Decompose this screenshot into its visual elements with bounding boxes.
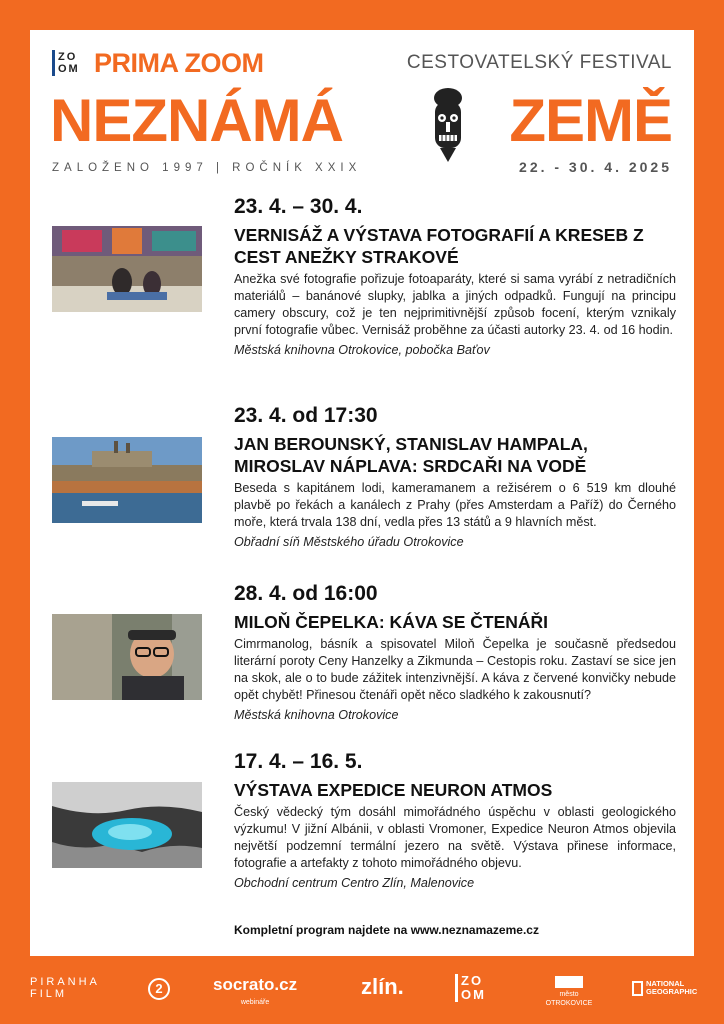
zoom-logo-text: ZOOM <box>58 51 80 75</box>
event-photo-2-image <box>52 437 202 523</box>
socrato-logo-text: socrato.cz <box>213 975 298 994</box>
event-date: 23. 4. od 17:30 <box>234 404 378 427</box>
zlin-logo: zlín. <box>361 974 404 999</box>
title-left: NEZNÁMÁ <box>50 87 343 154</box>
piranha-logo-line2: FILM <box>30 988 68 1000</box>
event-photo-portrait <box>52 614 202 700</box>
festival-label: CESTOVATELSKÝ FESTIVAL <box>406 52 672 73</box>
event-description: Beseda s kapitánem lodi, kameramanem a režisérem o 6 519 km dlouhé plavbě po řekách a kanálech z Prahy (přes Amsterdam a Paříž) do Černého moře, která trvala 138 dní, vedla přes 13 států a 9 hlavních měst. <box>234 481 676 529</box>
sponsor-footer <box>0 956 724 1024</box>
tribal-mask-icon <box>426 86 470 164</box>
brand-name: PRIMA ZOOM <box>94 47 264 78</box>
event-date: 23. 4. – 30. 4. <box>234 195 363 218</box>
event-title: MILOŇ ČEPELKA: KÁVA SE ČTENÁŘI <box>234 612 549 632</box>
channel-2-logo: 2 <box>148 978 170 1000</box>
event-venue: Obchodní centrum Centro Zlín, Malenovice <box>234 876 475 890</box>
socrato-logo <box>213 976 297 1012</box>
event-title: VÝSTAVA EXPEDICE NEURON ATMOS <box>234 780 553 800</box>
event-title: VERNISÁŽ A VÝSTAVA FOTOGRAFIÍ A KRESEB Z CEST ANEŽKY STRAKOVÉ <box>234 225 644 267</box>
founded-line: ZALOŽENO 1997 | ROČNÍK XXIX <box>52 162 362 174</box>
socrato-logo-sub: webináře <box>240 999 270 1006</box>
program-note: Kompletní program najdete na www.neznamazeme.cz <box>234 923 539 937</box>
national-geographic-logo <box>632 980 697 996</box>
event-photo-3-image <box>52 614 202 700</box>
brand-row <box>52 48 264 78</box>
event-photo-1-image <box>52 226 202 312</box>
event-description: Český vědecký tým dosáhl mimořádného úspěchu v oblasti geologického výzkumu! V jižní Albánii, v oblasti Vromoner, Expedice Neuron Atmos objevila největší podzemní termální jezero na světě. Výstava přinese informace, fotografie a artefakty z tohoto mimořádného objevu. <box>234 805 676 870</box>
zoom-footer-logo <box>455 974 489 1002</box>
natgeo-frame-icon <box>632 981 643 996</box>
zoom-footer-bar-icon <box>455 974 458 1002</box>
event-body <box>234 581 676 724</box>
piranha-film-logo <box>30 976 100 1000</box>
event-body <box>234 403 676 551</box>
event-date: 17. 4. – 16. 5. <box>234 750 363 773</box>
natgeo-line2: GEOGRAPHIC <box>646 987 698 996</box>
zoom-footer-text: ZOOM <box>461 973 486 1002</box>
zoom-logo <box>52 50 82 76</box>
event-venue: Městská knihovna Otrokovice <box>234 708 399 722</box>
mesto-logo-text: město OTROKOVICE <box>545 991 593 1007</box>
poster-sheet <box>30 30 694 956</box>
event-description: Cimrmanolog, básník a spisovatel Miloň Čepelka je současně předsedou literární poroty Ceny Hanzelky a Zikmunda – Cestopis roku. Zastaví se sice jen na skok, ale o to bude zážitek intenzivnější. A káva z červené konvičky nebude opět chybět! Přinesou čtenáři opět něco sladkého k zakousnutí? <box>234 637 676 702</box>
mesto-otrokovice-logo <box>545 976 593 1008</box>
natgeo-line1: NATIONAL <box>646 979 685 988</box>
event-photo-cave-lake <box>52 782 202 868</box>
event-body <box>234 194 676 359</box>
mesto-emblem-icon <box>555 976 583 988</box>
event-date: 28. 4. od 16:00 <box>234 582 378 605</box>
event-body <box>234 749 676 892</box>
natgeo-logo-text <box>646 980 697 996</box>
event-description: Anežka své fotografie pořizuje fotoaparáty, které si sama vyrábí z netradičních materiálů – banánové slupky, jablka a jiných odpadků. Fungují na principu camery obscury, což je ten nejprimitivnější způsob focení, kterým vznikaly první fotografie vůbec. Vernisáž proběhne za účasti autorky 23. 4. od 16 hodin. <box>234 272 676 337</box>
event-photo-camera-obscura <box>52 226 202 312</box>
title-right: ZEMĚ <box>509 87 672 154</box>
zoom-logo-bar-icon <box>52 50 55 76</box>
event-venue: Obřadní síň Městského úřadu Otrokovice <box>234 535 464 549</box>
event-photo-4-image <box>52 782 202 868</box>
event-venue: Městská knihovna Otrokovice, pobočka Baťov <box>234 343 490 357</box>
piranha-logo-line1: PIRANHA <box>30 976 100 988</box>
festival-dates: 22. - 30. 4. 2025 <box>519 159 672 175</box>
event-photo-prague <box>52 437 202 523</box>
event-title: JAN BEROUNSKÝ, STANISLAV HAMPALA, MIROSLAV NÁPLAVA: SRDCAŘI NA VODĚ <box>234 434 588 476</box>
